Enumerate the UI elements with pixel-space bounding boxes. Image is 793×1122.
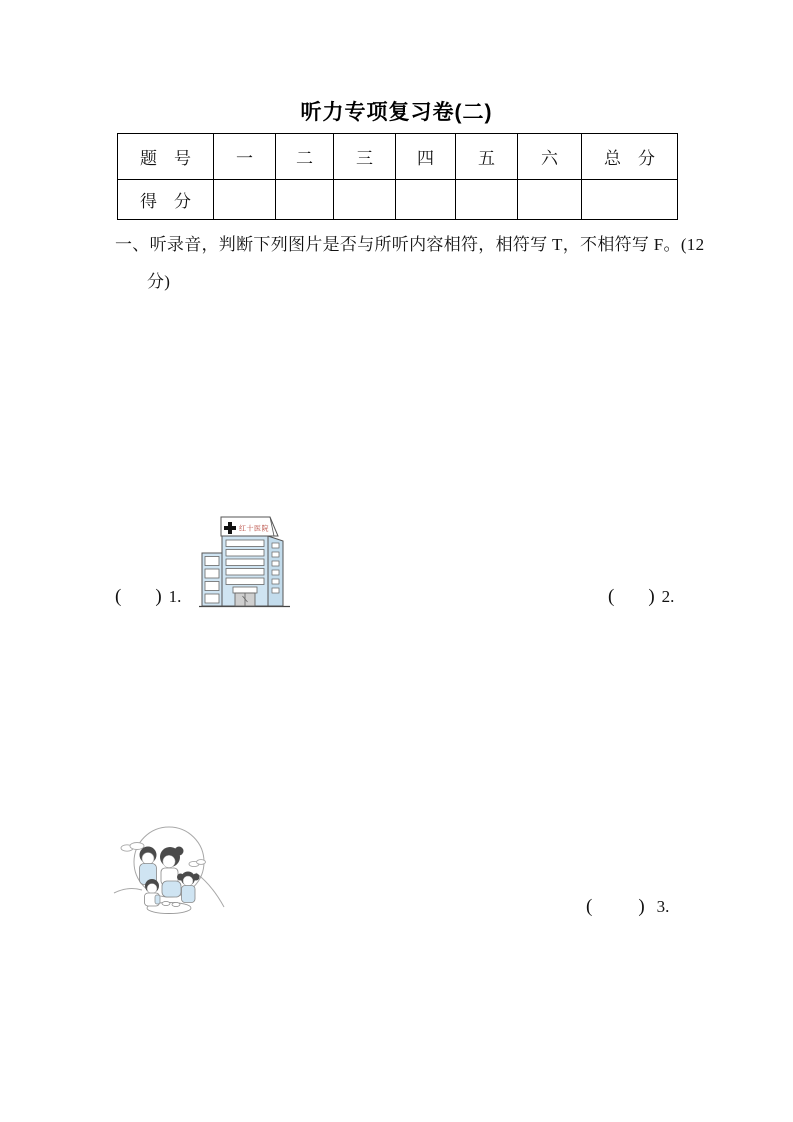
score-cell (456, 180, 518, 220)
score-cell (334, 180, 396, 220)
header-part-2: 二 (276, 134, 334, 180)
entrance-door (233, 587, 257, 606)
score-cell (276, 180, 334, 220)
close-paren: ) (638, 896, 645, 917)
answer-blank-1 (115, 586, 181, 608)
header-part-4: 四 (396, 134, 456, 180)
close-paren: ) (648, 586, 655, 607)
header-part-6: 六 (518, 134, 582, 180)
hill-line-left (114, 889, 142, 893)
page-title: 听力专项复习卷(二) (300, 101, 493, 124)
score-cell (582, 180, 678, 220)
question-number: 1. (168, 587, 182, 606)
score-row-label: 得 分 (118, 180, 214, 220)
score-table-header-row (118, 134, 678, 180)
open-paren: ( (115, 586, 122, 607)
header-total: 总 分 (582, 134, 678, 180)
hospital-sign-text: 红十医院 (239, 525, 269, 533)
close-paren: ) (155, 586, 162, 607)
header-part-5: 五 (456, 134, 518, 180)
answer-blank-2 (608, 586, 674, 608)
score-cell (396, 180, 456, 220)
tower-windows (226, 540, 264, 585)
score-cell (518, 180, 582, 220)
score-cell (214, 180, 276, 220)
section-one-instruction-line2: 分) (147, 272, 171, 291)
section-one-instruction-line1: 一、听录音，判断下列图片是否与所听内容相符，相符写 T，不相符写 F。(12 (115, 235, 705, 254)
family-moon-viewing-illustration (112, 817, 228, 930)
question-number: 3. (656, 897, 670, 916)
open-paren: ( (586, 896, 593, 917)
open-paren: ( (608, 586, 615, 607)
answer-blank-3 (586, 896, 669, 918)
header-part-3: 三 (334, 134, 396, 180)
father-figure (140, 847, 157, 885)
header-question-number: 题 号 (118, 134, 214, 180)
hospital-illustration (197, 510, 293, 609)
score-table-score-row (118, 180, 678, 220)
header-part-1: 一 (214, 134, 276, 180)
score-table (117, 133, 678, 220)
question-number: 2. (661, 587, 675, 606)
